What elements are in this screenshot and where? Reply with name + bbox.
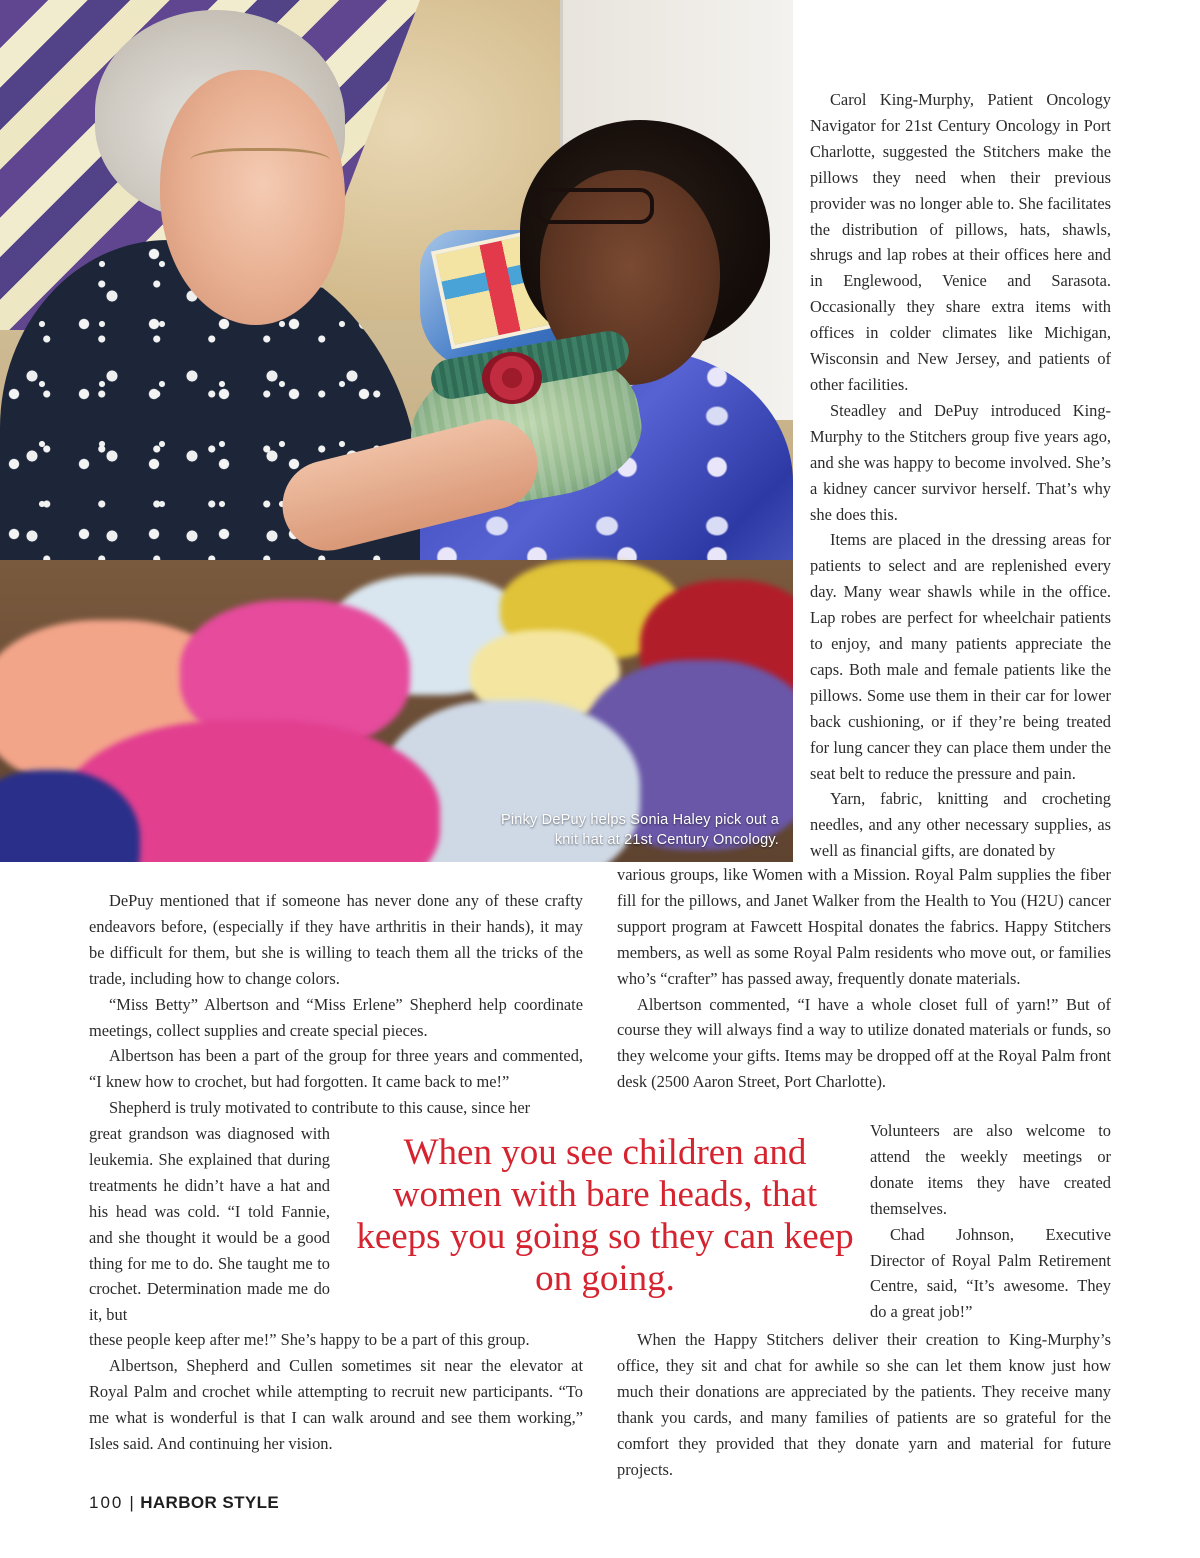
paragraph: Steadley and DePuy introduced King-Murphy to the Stitchers group five years ago, and she was happy to become involved. She’s a kidney cancer survivor herself. That’s why she does this.: [810, 400, 1111, 524]
paragraph: DePuy mentioned that if someone has never done any of these crafty endeavors before, (especially if they have arthritis in their hands), it may be difficult for them, but she is willing to teach them all the tricks of the trade, including how to change colors.: [89, 891, 583, 988]
article-column-narrow-right: [870, 1118, 1111, 1325]
paragraph: Albertson commented, “I have a whole closet full of yarn!” But of course they will always find a way to utilize donated materials or funds, so they welcome your gifts. Items may be dropped off at the Royal Palm front desk (2500 Aaron Street, Port Charlotte).: [617, 994, 1111, 1092]
paragraph: Items are placed in the dressing areas for patients to select and are replenished every day. Many wear shawls while in the office. Lap robes are perfect for wheelchair patients to enjoy, and many patients appreciate the caps. Both male and female patients like the pillows. Some use them in their car for lower back cushioning, or if they’re being treated for lung cancer they can place them under the seat belt to reduce the pressure and pain.: [810, 530, 1111, 783]
paragraph: Yarn, fabric, knitting and crocheting needles, and any other necessary supplies, as well as financial gifts, are donated by: [810, 789, 1111, 861]
page-footer: [89, 1493, 279, 1513]
footer-separator: |: [129, 1493, 135, 1512]
paragraph: great grandson was diagnosed with leukemia. She explained that during treatments he didn’t have a hat and his head was cold. “I told Fannie, and she thought it would be a good thing for me to do. She taught me to crochet. Determination made me do it, but: [89, 1124, 330, 1325]
paragraph: Shepherd is truly motivated to contribute to this cause, since her: [109, 1098, 531, 1118]
article-column-right-middle: [617, 862, 1111, 1095]
paragraph: Albertson, Shepherd and Cullen sometimes sit near the elevator at Royal Palm and crochet while attempting to recruit new participants. “To me what is wonderful is that I can walk around and see them working,” Isles said. And continuing her vision.: [89, 1355, 583, 1453]
paragraph: these people keep after me!” She’s happy to be a part of this group.: [89, 1330, 530, 1349]
magazine-name: HARBOR STYLE: [140, 1493, 280, 1512]
feature-photo: [0, 0, 793, 862]
photo-woman-left-glasses: [190, 148, 330, 178]
page-number: 100: [89, 1493, 124, 1512]
paragraph: various groups, like Women with a Mission. Royal Palm supplies the fiber fill for the pillows, and Janet Walker from the Health to You (H2U) cancer support program at Fawcett Hospital donates the fabrics. Happy Stitchers members, as well as some Royal Palm residents who move out, or families who’s “crafter” has passed away, frequently donate materials.: [617, 865, 1111, 988]
photo-knit-hat-flower: [482, 352, 542, 404]
caption-line: knit hat at 21st Century Oncology.: [554, 832, 779, 848]
pull-quote: When you see children and women with bare heads, that keeps you going so they can keep on going.: [356, 1132, 854, 1299]
article-column-left: [89, 888, 583, 1121]
paragraph: Carol King-Murphy, Patient Oncology Navigator for 21st Century Oncology in Port Charlotte, suggested the Stitchers make the pillows they need when their previous provider was no longer able to. She facilitates the distribution of pillows, hats, shawls, shrugs and lap robes at their offices here and in Englewood, Venice and Sarasota. Occasionally they share extra items with offices in colder climates like Michigan, Wisconsin and New Jersey, and patients of other facilities.: [810, 90, 1111, 394]
paragraph: When the Happy Stitchers deliver their creation to King-Murphy’s office, they sit and chat for awhile so she can let them know just how much their donations are appreciated by the patients. They receive many thank you cards, and many families of patients are so grateful for the comfort they provided that they donate yarn and material for future projects.: [617, 1330, 1111, 1479]
paragraph: Albertson has been a part of the group for three years and commented, “I knew how to crochet, but had forgotten. It came back to me!”: [89, 1046, 583, 1092]
paragraph: “Miss Betty” Albertson and “Miss Erlene” Shepherd help coordinate meetings, collect supplies and create special pieces.: [89, 994, 583, 1040]
article-column-right-top: [810, 87, 1111, 864]
article-column-right-lower: [617, 1327, 1111, 1482]
paragraph: Chad Johnson, Executive Director of Royal Palm Retirement Centre, said, “It’s awesome. They do a great job!”: [870, 1224, 1111, 1322]
photo-woman-right-glasses: [536, 188, 654, 224]
caption-line: Pinky DePuy helps Sonia Haley pick out a: [500, 812, 779, 828]
paragraph: Volunteers are also welcome to attend the weekly meetings or donate items they have created themselves.: [870, 1121, 1111, 1218]
article-column-narrow-left: [89, 1121, 330, 1328]
photo-caption: [501, 810, 779, 850]
photo-woman-left-face: [160, 70, 345, 325]
article-column-left-lower: [89, 1327, 583, 1457]
